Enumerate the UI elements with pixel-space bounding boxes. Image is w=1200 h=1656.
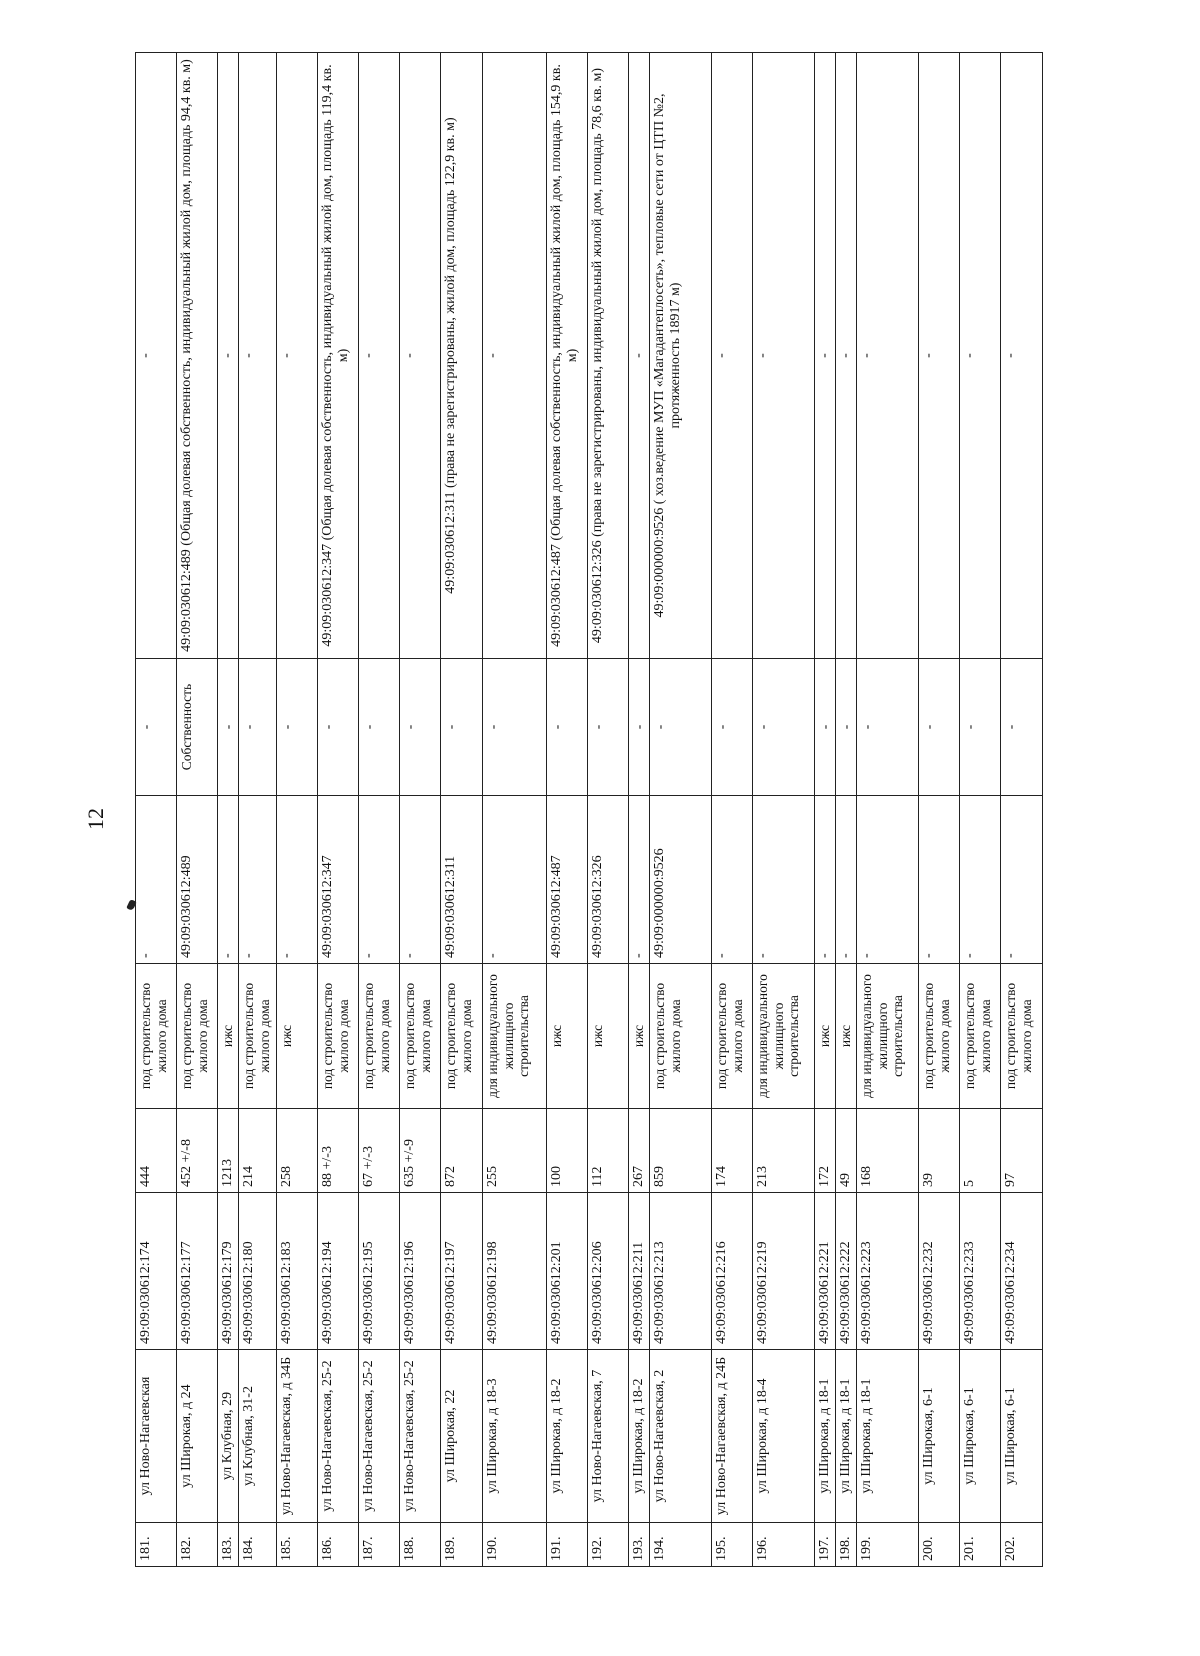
cadastral-number-cell: 49:09:030612:197 <box>441 1193 483 1350</box>
area-cell: 88 +/-3 <box>318 1109 359 1193</box>
ownership-cell: - <box>960 659 1001 796</box>
object-cadastral-cell: - <box>629 796 650 964</box>
table-row <box>218 53 239 1567</box>
permitted-use-cell: ижс <box>629 964 650 1109</box>
object-note-cell: - <box>1001 53 1043 659</box>
ownership-cell: - <box>712 659 753 796</box>
object-cadastral-cell: 49:09:030612:489 <box>177 796 218 964</box>
permitted-use-cell: ижс <box>588 964 629 1109</box>
row-number: 193. <box>629 1523 650 1567</box>
area-cell: 49 <box>836 1109 857 1193</box>
object-note-cell: 49:09:030612:311 (права не зарегистрированы, жилой дом, площадь 122,9 кв. м) <box>441 53 483 659</box>
area-cell: 112 <box>588 1109 629 1193</box>
cadastral-number-cell: 49:09:030612:183 <box>277 1193 318 1350</box>
row-number: 182. <box>177 1523 218 1567</box>
table-row <box>588 53 629 1567</box>
object-note-cell: - <box>629 53 650 659</box>
permitted-use-cell: под строительство жилого дома <box>650 964 712 1109</box>
permitted-use-cell: ижс <box>218 964 239 1109</box>
cadastral-number-cell: 49:09:030612:232 <box>919 1193 960 1350</box>
area-cell: 172 <box>815 1109 836 1193</box>
object-cadastral-cell: - <box>277 796 318 964</box>
object-note-cell: - <box>483 53 547 659</box>
cadastral-number-cell: 49:09:030612:195 <box>359 1193 400 1350</box>
ownership-cell: - <box>483 659 547 796</box>
table-row <box>483 53 547 1567</box>
table-row <box>277 53 318 1567</box>
table-row <box>960 53 1001 1567</box>
address-cell: ул Широкая, 6-1 <box>960 1350 1001 1523</box>
object-note-cell: - <box>836 53 857 659</box>
object-note-cell: - <box>857 53 919 659</box>
area-cell: 5 <box>960 1109 1001 1193</box>
object-note-cell: 49:09:030612:487 (Общая долевая собственность, индивидуальный жилой дом, площадь 154,9 кв. м) <box>547 53 588 659</box>
ownership-cell: - <box>815 659 836 796</box>
permitted-use-cell: под строительство жилого дома <box>441 964 483 1109</box>
cadastral-number-cell: 49:09:030612:206 <box>588 1193 629 1350</box>
address-cell: ул Ново-Нагаевская, 7 <box>588 1350 629 1523</box>
object-cadastral-cell: - <box>136 796 177 964</box>
ownership-cell: - <box>359 659 400 796</box>
cadastral-number-cell: 49:09:030612:233 <box>960 1193 1001 1350</box>
row-number: 196. <box>753 1523 815 1567</box>
object-cadastral-cell: - <box>359 796 400 964</box>
row-number: 202. <box>1001 1523 1043 1567</box>
cadastral-number-cell: 49:09:030612:174 <box>136 1193 177 1350</box>
address-cell: ул Ново-Нагаевская, д 34Б <box>277 1350 318 1523</box>
cadastral-number-cell: 49:09:030612:177 <box>177 1193 218 1350</box>
address-cell: ул Широкая, д 18-4 <box>753 1350 815 1523</box>
row-number: 195. <box>712 1523 753 1567</box>
permitted-use-cell: ижс <box>836 964 857 1109</box>
table-row <box>547 53 588 1567</box>
cadastral-number-cell: 49:09:030612:213 <box>650 1193 712 1350</box>
table-row <box>359 53 400 1567</box>
table-row <box>836 53 857 1567</box>
object-note-cell: - <box>400 53 441 659</box>
ownership-cell: - <box>277 659 318 796</box>
row-number: 188. <box>400 1523 441 1567</box>
permitted-use-cell: для индивидуального жилищного строительства <box>753 964 815 1109</box>
table-row <box>318 53 359 1567</box>
object-cadastral-cell: - <box>483 796 547 964</box>
permitted-use-cell: под строительство жилого дома <box>239 964 277 1109</box>
object-cadastral-cell: 49:09:030612:487 <box>547 796 588 964</box>
cadastral-number-cell: 49:09:030612:201 <box>547 1193 588 1350</box>
land-plots-table <box>135 52 1043 1567</box>
area-cell: 39 <box>919 1109 960 1193</box>
row-number: 181. <box>136 1523 177 1567</box>
table-row <box>177 53 218 1567</box>
object-note-cell: - <box>960 53 1001 659</box>
table-row <box>400 53 441 1567</box>
row-number: 200. <box>919 1523 960 1567</box>
table-row <box>815 53 836 1567</box>
address-cell: ул Широкая, д 18-3 <box>483 1350 547 1523</box>
object-cadastral-cell: - <box>1001 796 1043 964</box>
area-cell: 97 <box>1001 1109 1043 1193</box>
address-cell: ул Ново-Нагаевская, 25-2 <box>400 1350 441 1523</box>
object-cadastral-cell: - <box>753 796 815 964</box>
object-note-cell: - <box>919 53 960 659</box>
table-row <box>629 53 650 1567</box>
ownership-cell: - <box>400 659 441 796</box>
object-note-cell: 49:09:000000:9526 ( хоз.ведение МУП «Магадантеплосеть», тепловые сети от ЦТП №2, протяженность 18917 м) <box>650 53 712 659</box>
object-note-cell: 49:09:030612:326 (права не зарегистрированы, индивидуальный жилой дом, площадь 78,6 кв. м) <box>588 53 629 659</box>
area-cell: 213 <box>753 1109 815 1193</box>
cadastral-number-cell: 49:09:030612:179 <box>218 1193 239 1350</box>
address-cell: ул Ново-Нагаевская, 2 <box>650 1350 712 1523</box>
ownership-cell: - <box>218 659 239 796</box>
object-cadastral-cell: - <box>836 796 857 964</box>
object-note-cell: - <box>815 53 836 659</box>
object-cadastral-cell: - <box>218 796 239 964</box>
address-cell: ул Клубная, 29 <box>218 1350 239 1523</box>
row-number: 199. <box>857 1523 919 1567</box>
object-note-cell: - <box>712 53 753 659</box>
rotated-table-container <box>135 53 1050 1567</box>
area-cell: 872 <box>441 1109 483 1193</box>
row-number: 184. <box>239 1523 277 1567</box>
object-note-cell: - <box>277 53 318 659</box>
ownership-cell: - <box>318 659 359 796</box>
permitted-use-cell: под строительство жилого дома <box>359 964 400 1109</box>
cadastral-number-cell: 49:09:030612:221 <box>815 1193 836 1350</box>
ownership-cell: - <box>239 659 277 796</box>
object-note-cell: - <box>239 53 277 659</box>
ownership-cell: - <box>919 659 960 796</box>
address-cell: ул Широкая, 6-1 <box>919 1350 960 1523</box>
ownership-cell: - <box>588 659 629 796</box>
row-number: 190. <box>483 1523 547 1567</box>
permitted-use-cell: ижс <box>547 964 588 1109</box>
address-cell: ул Ново-Нагаевская <box>136 1350 177 1523</box>
object-note-cell: - <box>136 53 177 659</box>
table-row <box>712 53 753 1567</box>
object-cadastral-cell: - <box>239 796 277 964</box>
table-row <box>1001 53 1043 1567</box>
row-number: 191. <box>547 1523 588 1567</box>
table-row <box>441 53 483 1567</box>
area-cell: 258 <box>277 1109 318 1193</box>
cadastral-number-cell: 49:09:030612:198 <box>483 1193 547 1350</box>
permitted-use-cell: ижс <box>277 964 318 1109</box>
permitted-use-cell: ижс <box>815 964 836 1109</box>
cadastral-number-cell: 49:09:030612:223 <box>857 1193 919 1350</box>
ownership-cell: - <box>650 659 712 796</box>
ownership-cell: - <box>136 659 177 796</box>
permitted-use-cell: для индивидуального жилищного строительства <box>483 964 547 1109</box>
permitted-use-cell: под строительство жилого дома <box>136 964 177 1109</box>
address-cell: ул Широкая, д 18-1 <box>815 1350 836 1523</box>
table-row <box>136 53 177 1567</box>
cadastral-number-cell: 49:09:030612:194 <box>318 1193 359 1350</box>
object-cadastral-cell: - <box>960 796 1001 964</box>
permitted-use-cell: под строительство жилого дома <box>960 964 1001 1109</box>
object-note-cell: - <box>753 53 815 659</box>
address-cell: ул Широкая, д 18-1 <box>857 1350 919 1523</box>
permitted-use-cell: под строительство жилого дома <box>400 964 441 1109</box>
permitted-use-cell: под строительство жилого дома <box>177 964 218 1109</box>
row-number: 198. <box>836 1523 857 1567</box>
area-cell: 174 <box>712 1109 753 1193</box>
object-cadastral-cell: 49:09:000000:9526 <box>650 796 712 964</box>
cadastral-number-cell: 49:09:030612:222 <box>836 1193 857 1350</box>
area-cell: 859 <box>650 1109 712 1193</box>
cadastral-number-cell: 49:09:030612:234 <box>1001 1193 1043 1350</box>
object-note-cell: 49:09:030612:489 (Общая долевая собственность, индивидуальный жилой дом, площадь 94,4 кв. м) <box>177 53 218 659</box>
ownership-cell: - <box>629 659 650 796</box>
cadastral-number-cell: 49:09:030612:219 <box>753 1193 815 1350</box>
object-cadastral-cell: 49:09:030612:347 <box>318 796 359 964</box>
ownership-cell: - <box>753 659 815 796</box>
address-cell: ул Ново-Нагаевская, д 24Б <box>712 1350 753 1523</box>
address-cell: ул Широкая, 22 <box>441 1350 483 1523</box>
permitted-use-cell: под строительство жилого дома <box>318 964 359 1109</box>
row-number: 189. <box>441 1523 483 1567</box>
address-cell: ул Клубная, 31-2 <box>239 1350 277 1523</box>
area-cell: 267 <box>629 1109 650 1193</box>
ownership-cell: - <box>441 659 483 796</box>
address-cell: ул Широкая, д 24 <box>177 1350 218 1523</box>
ownership-cell: - <box>836 659 857 796</box>
ownership-cell: - <box>547 659 588 796</box>
address-cell: ул Широкая, д 18-2 <box>629 1350 650 1523</box>
cadastral-number-cell: 49:09:030612:211 <box>629 1193 650 1350</box>
area-cell: 444 <box>136 1109 177 1193</box>
object-cadastral-cell: - <box>400 796 441 964</box>
row-number: 194. <box>650 1523 712 1567</box>
object-note-cell: 49:09:030612:347 (Общая долевая собственность, индивидуальный жилой дом, площадь 119,4 кв. м) <box>318 53 359 659</box>
cadastral-number-cell: 49:09:030612:180 <box>239 1193 277 1350</box>
object-cadastral-cell: - <box>857 796 919 964</box>
row-number: 197. <box>815 1523 836 1567</box>
area-cell: 67 +/-3 <box>359 1109 400 1193</box>
object-note-cell: - <box>359 53 400 659</box>
area-cell: 1213 <box>218 1109 239 1193</box>
cadastral-number-cell: 49:09:030612:216 <box>712 1193 753 1350</box>
permitted-use-cell: под строительство жилого дома <box>1001 964 1043 1109</box>
area-cell: 452 +/-8 <box>177 1109 218 1193</box>
table-row <box>857 53 919 1567</box>
permitted-use-cell: для индивидуального жилищного строительства <box>857 964 919 1109</box>
area-cell: 255 <box>483 1109 547 1193</box>
row-number: 183. <box>218 1523 239 1567</box>
area-cell: 100 <box>547 1109 588 1193</box>
page-number: 12 <box>83 808 108 830</box>
ownership-cell: - <box>857 659 919 796</box>
address-cell: ул Ново-Нагаевская, 25-2 <box>318 1350 359 1523</box>
table-row <box>753 53 815 1567</box>
row-number: 185. <box>277 1523 318 1567</box>
ownership-cell: Собственность <box>177 659 218 796</box>
permitted-use-cell: под строительство жилого дома <box>712 964 753 1109</box>
ownership-cell: - <box>1001 659 1043 796</box>
object-cadastral-cell: 49:09:030612:326 <box>588 796 629 964</box>
table-row <box>919 53 960 1567</box>
object-cadastral-cell: - <box>712 796 753 964</box>
address-cell: ул Ново-Нагаевская, 25-2 <box>359 1350 400 1523</box>
row-number: 192. <box>588 1523 629 1567</box>
row-number: 187. <box>359 1523 400 1567</box>
area-cell: 214 <box>239 1109 277 1193</box>
object-cadastral-cell: - <box>919 796 960 964</box>
object-note-cell: - <box>218 53 239 659</box>
object-cadastral-cell: 49:09:030612:311 <box>441 796 483 964</box>
row-number: 201. <box>960 1523 1001 1567</box>
cadastral-number-cell: 49:09:030612:196 <box>400 1193 441 1350</box>
table-row <box>650 53 712 1567</box>
address-cell: ул Широкая, д 18-2 <box>547 1350 588 1523</box>
permitted-use-cell: под строительство жилого дома <box>919 964 960 1109</box>
row-number: 186. <box>318 1523 359 1567</box>
table-row <box>239 53 277 1567</box>
address-cell: ул Широкая, д 18-1 <box>836 1350 857 1523</box>
area-cell: 168 <box>857 1109 919 1193</box>
address-cell: ул Широкая, 6-1 <box>1001 1350 1043 1523</box>
object-cadastral-cell: - <box>815 796 836 964</box>
area-cell: 635 +/-9 <box>400 1109 441 1193</box>
